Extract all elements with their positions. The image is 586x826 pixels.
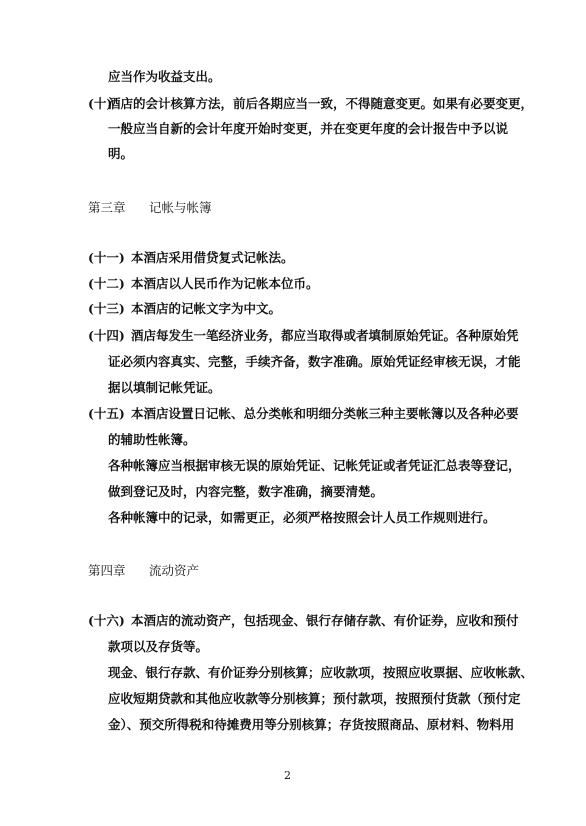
- paragraph-line: 应收短期贷款和其他应收款等分别核算；预付款项，按照预付货款（预付定: [108, 691, 521, 706]
- item-text-line: 款项以及存货等。: [108, 639, 209, 654]
- item-number: (十五): [88, 406, 125, 421]
- chapter-label: 第三章: [88, 200, 126, 215]
- chapter-title: 记帐与帐簿: [149, 200, 212, 215]
- item-text-line: 酒店的会计核算方法，前后各期应当一致，不得随意变更。如果有必要变更，: [108, 96, 534, 111]
- item-text-line: 本酒店以人民币作为记帐本位币。: [131, 276, 319, 291]
- item-text-line: 本酒店设置日记帐、总分类帐和明细分类帐三种主要帐簿以及各种必要: [131, 406, 519, 421]
- paragraph-line: 各种帐簿应当根据审核无误的原始凭证、记帐凭证或者凭证汇总表等登记，: [108, 458, 521, 473]
- item-text-line: 本酒店的流动资产，包括现金、银行存储存款、有价证券，应收和预付: [131, 613, 519, 628]
- paragraph-line: 金）、预交所得税和待摊费用等分别核算；存货按照商品、原材料、物料用: [108, 717, 515, 732]
- continuation-line: 应当作为收益支出。: [108, 69, 221, 84]
- paragraph-line: 各种帐簿中的记录，如需更正，必须严格按照会计人员工作规则进行。: [108, 510, 496, 525]
- item-text-line: 证必须内容真实、完整，手续齐备，数字准确。原始凭证经审核无误，才能: [108, 354, 521, 369]
- item-number: (十四): [88, 328, 125, 343]
- item-text-line: 明。: [108, 146, 134, 161]
- item-text-line: 本酒店的记帐文字为中文。: [131, 301, 282, 316]
- paragraph-line: 现金、银行存款、有价证券分别核算；应收款项，按照应收票据、应收帐款、: [108, 665, 534, 680]
- item-text-line: 据以填制记帐凭证。: [108, 380, 221, 395]
- item-number: (十三): [88, 301, 125, 316]
- item-number: (十六): [88, 613, 125, 628]
- chapter-title: 流动资产: [149, 563, 200, 578]
- item-text-line: 酒店每发生一笔经济业务，都应当取得或者填制原始凭证。各种原始凭: [131, 328, 519, 343]
- item-number: (十一): [88, 250, 125, 265]
- item-number: (十): [88, 96, 113, 111]
- item-text-line: 的辅助性帐簿。: [108, 432, 196, 447]
- paragraph-line: 做到登记及时，内容完整，数字准确，摘要清楚。: [108, 484, 384, 499]
- chapter-label: 第四章: [88, 563, 126, 578]
- page-number: 2: [284, 769, 291, 782]
- item-text-line: 本酒店采用借贷复式记帐法。: [131, 250, 294, 265]
- item-number: (十二): [88, 276, 125, 291]
- item-text-line: 一般应当自新的会计年度开始时变更，并在变更年度的会计报告中予以说: [108, 121, 509, 136]
